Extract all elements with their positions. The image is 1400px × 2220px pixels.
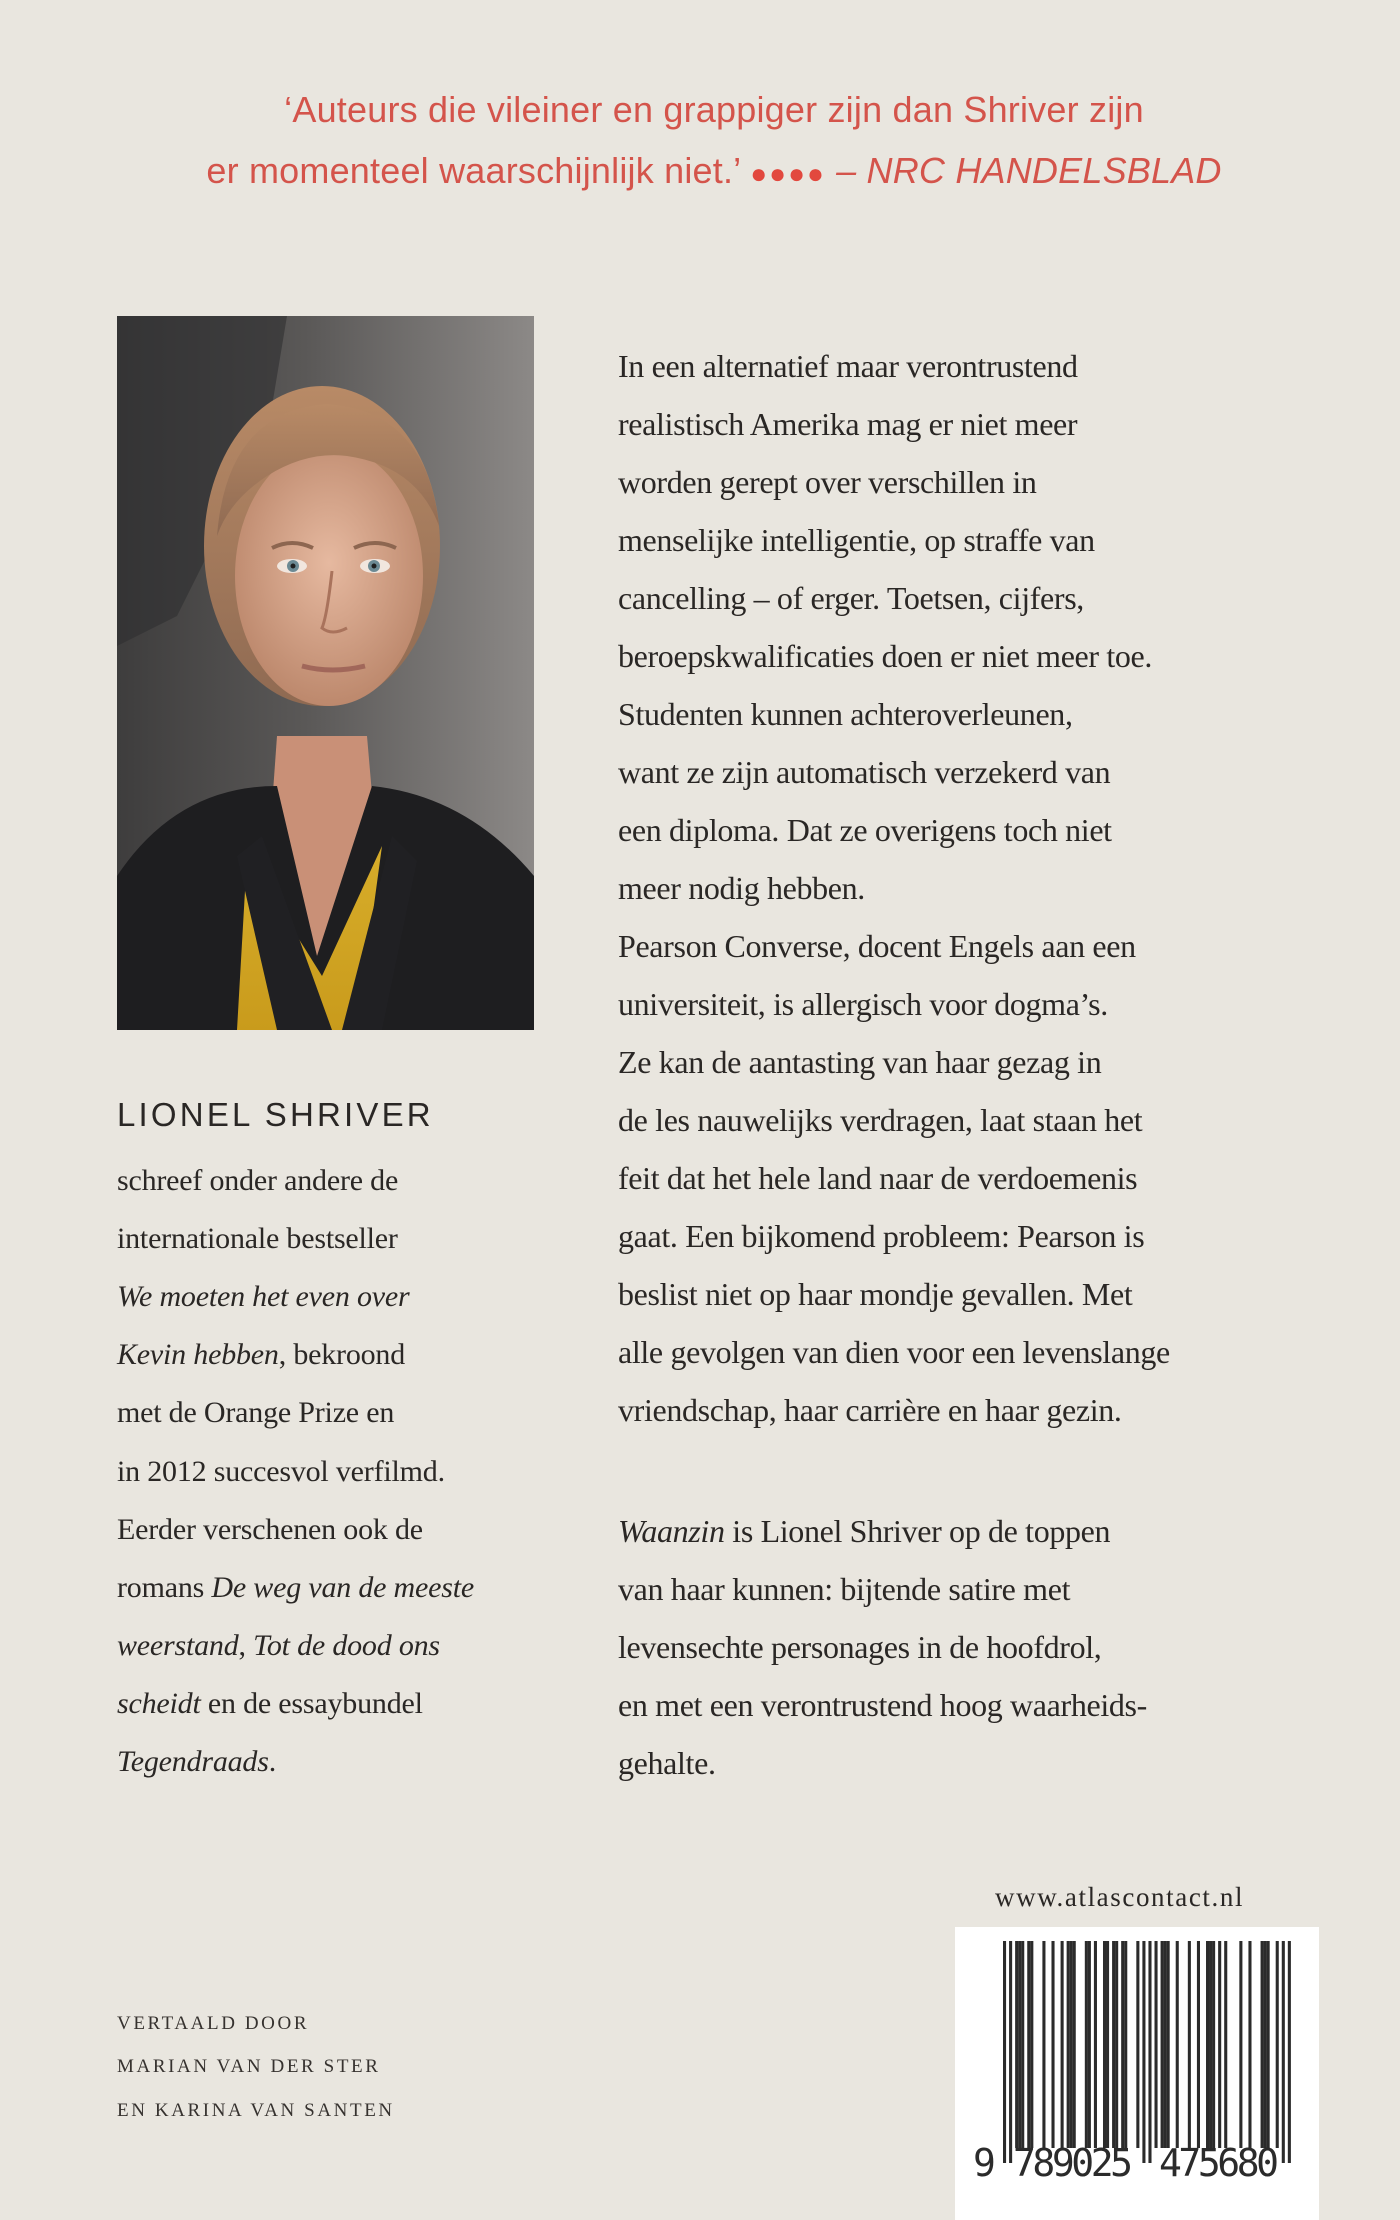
bio-text: internationale bestseller bbox=[117, 1222, 398, 1256]
barcode-bar bbox=[1142, 1941, 1145, 2163]
barcode-bar bbox=[1073, 1941, 1076, 2148]
barcode-bar bbox=[1155, 1941, 1158, 2148]
bio-line bbox=[117, 1224, 398, 1254]
blurb-line: universiteit, is allergisch voor dogma’s. bbox=[618, 986, 1108, 1022]
barcode-bar bbox=[1261, 1941, 1264, 2148]
barcode-bar bbox=[1015, 1941, 1018, 2148]
blurb-line: vriendschap, haar carrière en haar gezin. bbox=[618, 1392, 1122, 1428]
barcode-digits-left: 789025 bbox=[1013, 2141, 1133, 2185]
barcode-bar bbox=[1003, 1941, 1006, 2163]
barcode-bar bbox=[1021, 1941, 1024, 2148]
author-portrait-icon bbox=[117, 316, 534, 1030]
publisher-url[interactable]: www.atlascontact.nl bbox=[995, 1882, 1245, 1912]
bio-line bbox=[117, 1166, 398, 1196]
blurb-line: de les nauwelijks verdragen, laat staan het bbox=[618, 1102, 1143, 1138]
bio-text: , bekroond bbox=[278, 1338, 406, 1372]
barcode-bar bbox=[1197, 1941, 1200, 2148]
bio-line bbox=[117, 1340, 405, 1370]
barcode-bar bbox=[1124, 1941, 1127, 2148]
barcode-bar bbox=[1288, 1941, 1291, 2163]
review-quote-line-2 bbox=[0, 150, 1400, 191]
author-photo bbox=[117, 316, 534, 1030]
barcode-bar bbox=[1009, 1941, 1012, 2163]
barcode-digit-first: 9 bbox=[973, 2141, 996, 2185]
barcode-icon bbox=[955, 1927, 1319, 2220]
blurb-paragraph2-line bbox=[618, 1515, 1110, 1547]
author-name: LIONEL SHRIVER bbox=[117, 1096, 434, 1133]
blurb-line: beroepskwalificaties doen er niet meer toe. bbox=[618, 638, 1153, 674]
barcode-bar bbox=[1027, 1941, 1030, 2148]
blurb-line: gehalte. bbox=[618, 1745, 716, 1781]
bio-text: Eerder verschenen ook de bbox=[117, 1512, 423, 1546]
barcode-bar bbox=[1218, 1941, 1221, 2148]
book-title: Waanzin bbox=[618, 1513, 725, 1549]
barcode-bar bbox=[1209, 1941, 1212, 2148]
blurb-line: Studenten kunnen achteroverleunen, bbox=[618, 696, 1073, 732]
barcode-bar bbox=[1264, 1941, 1267, 2148]
blurb-line: alle gevolgen van dien voor een levenslange bbox=[618, 1334, 1170, 1370]
book-title: De weg van de meeste bbox=[211, 1570, 474, 1604]
barcode-bar bbox=[1239, 1941, 1242, 2148]
barcode-bar bbox=[1164, 1941, 1167, 2148]
book-title: We moeten het even over bbox=[117, 1280, 410, 1314]
barcode-bar bbox=[1115, 1941, 1118, 2148]
rating-dots-icon: ●●●● bbox=[750, 158, 826, 189]
blurb-line: realistisch Amerika mag er niet meer bbox=[618, 406, 1078, 442]
barcode-bar bbox=[1161, 1941, 1164, 2148]
bio-line bbox=[117, 1570, 474, 1604]
bio-text: . bbox=[268, 1745, 277, 1778]
bio-text: en de essaybundel bbox=[200, 1686, 423, 1720]
barcode-digits-right: 475680 bbox=[1159, 2141, 1279, 2185]
barcode-bar bbox=[1018, 1941, 1021, 2148]
bio-line bbox=[117, 1628, 440, 1662]
bio-line bbox=[117, 1282, 410, 1312]
barcode-bar bbox=[1206, 1941, 1209, 2148]
review-quote-text: er momenteel waarschijnlijk niet.’ bbox=[206, 150, 741, 191]
blurb-line: cancelling – of erger. Toetsen, cijfers, bbox=[618, 580, 1084, 616]
bio-text: met de Orange Prize en bbox=[117, 1396, 395, 1430]
barcode-bar bbox=[1212, 1941, 1215, 2148]
barcode-bar bbox=[1176, 1941, 1179, 2148]
barcode-bar bbox=[1070, 1941, 1073, 2148]
barcode-bar bbox=[1030, 1941, 1033, 2148]
barcode-bar bbox=[1276, 1941, 1279, 2148]
book-title: scheidt bbox=[117, 1686, 201, 1720]
barcode-bar bbox=[1051, 1941, 1054, 2148]
isbn-barcode bbox=[955, 1927, 1319, 2220]
bio-line bbox=[117, 1398, 394, 1428]
blurb-line: van haar kunnen: bijtende satire met bbox=[618, 1571, 1071, 1607]
bio-text: romans bbox=[117, 1570, 212, 1604]
blurb-line: Pearson Converse, docent Engels aan een bbox=[618, 928, 1136, 964]
translator-name-2: EN KARINA VAN SANTEN bbox=[117, 2100, 395, 2121]
translator-name-1: MARIAN VAN DER STER bbox=[117, 2056, 381, 2077]
barcode-bar bbox=[1282, 1941, 1285, 2163]
blurb-line: beslist niet op haar mondje gevallen. Met bbox=[618, 1276, 1133, 1312]
blurb-line: levensechte personages in de hoofdrol, bbox=[618, 1629, 1102, 1665]
review-source: – NRC HANDELSBLAD bbox=[836, 150, 1222, 191]
blurb-line: want ze zijn automatisch verzekerd van bbox=[618, 754, 1111, 790]
blurb-line: een diploma. Dat ze overigens toch niet bbox=[618, 812, 1112, 848]
blurb-line: worden gerept over verschillen in bbox=[618, 464, 1037, 500]
blurb-text: is Lionel Shriver op de toppen bbox=[724, 1513, 1111, 1549]
barcode-bar bbox=[1094, 1941, 1097, 2148]
barcode-bar bbox=[1167, 1941, 1170, 2148]
bio-text: in 2012 succesvol verfilmd. bbox=[117, 1454, 445, 1488]
barcode-bar bbox=[1136, 1941, 1139, 2148]
bio-text: schreef onder andere de bbox=[117, 1164, 399, 1197]
blurb-line: meer nodig hebben. bbox=[618, 870, 865, 906]
blurb-line: Ze kan de aantasting van haar gezag in bbox=[618, 1044, 1102, 1080]
blurb-line: gaat. Een bijkomend probleem: Pearson is bbox=[618, 1218, 1145, 1254]
barcode-bar bbox=[1248, 1941, 1251, 2148]
barcode-bar bbox=[1121, 1941, 1124, 2148]
bio-line bbox=[117, 1454, 445, 1488]
barcode-bar bbox=[1103, 1941, 1106, 2148]
barcode-bar bbox=[1067, 1941, 1070, 2148]
bio-line bbox=[117, 1686, 423, 1720]
bio-text: , bbox=[238, 1628, 254, 1662]
barcode-bar bbox=[1042, 1941, 1045, 2148]
blurb-line: feit dat het hele land naar de verdoemenis bbox=[618, 1160, 1138, 1196]
blurb-line: In een alternatief maar verontrustend bbox=[618, 348, 1078, 384]
barcode-bar bbox=[1224, 1941, 1227, 2148]
barcode-bar bbox=[1085, 1941, 1088, 2148]
barcode-bar bbox=[1267, 1941, 1270, 2148]
barcode-bar bbox=[1148, 1941, 1151, 2163]
review-quote-line-1: ‘Auteurs die vileiner en grappiger zijn dan Shriver zijn bbox=[284, 89, 1144, 130]
book-title: Tot de dood ons bbox=[253, 1628, 440, 1662]
barcode-bar bbox=[1061, 1941, 1064, 2148]
barcode-bar bbox=[1112, 1941, 1115, 2148]
translator-label: VERTAALD DOOR bbox=[117, 2013, 310, 2034]
book-title: weerstand bbox=[117, 1628, 239, 1662]
bio-line bbox=[117, 1512, 423, 1546]
blurb-line: menselijke intelligentie, op straffe van bbox=[618, 522, 1095, 558]
book-title: Kevin hebben bbox=[117, 1338, 279, 1372]
barcode-bar bbox=[1188, 1941, 1191, 2148]
blurb-line: en met een verontrustend hoog waarheids- bbox=[618, 1687, 1147, 1723]
barcode-bar bbox=[1106, 1941, 1109, 2148]
bio-line bbox=[117, 1747, 276, 1777]
barcode-bar bbox=[1088, 1941, 1091, 2148]
book-title: Tegendraads bbox=[117, 1745, 269, 1778]
